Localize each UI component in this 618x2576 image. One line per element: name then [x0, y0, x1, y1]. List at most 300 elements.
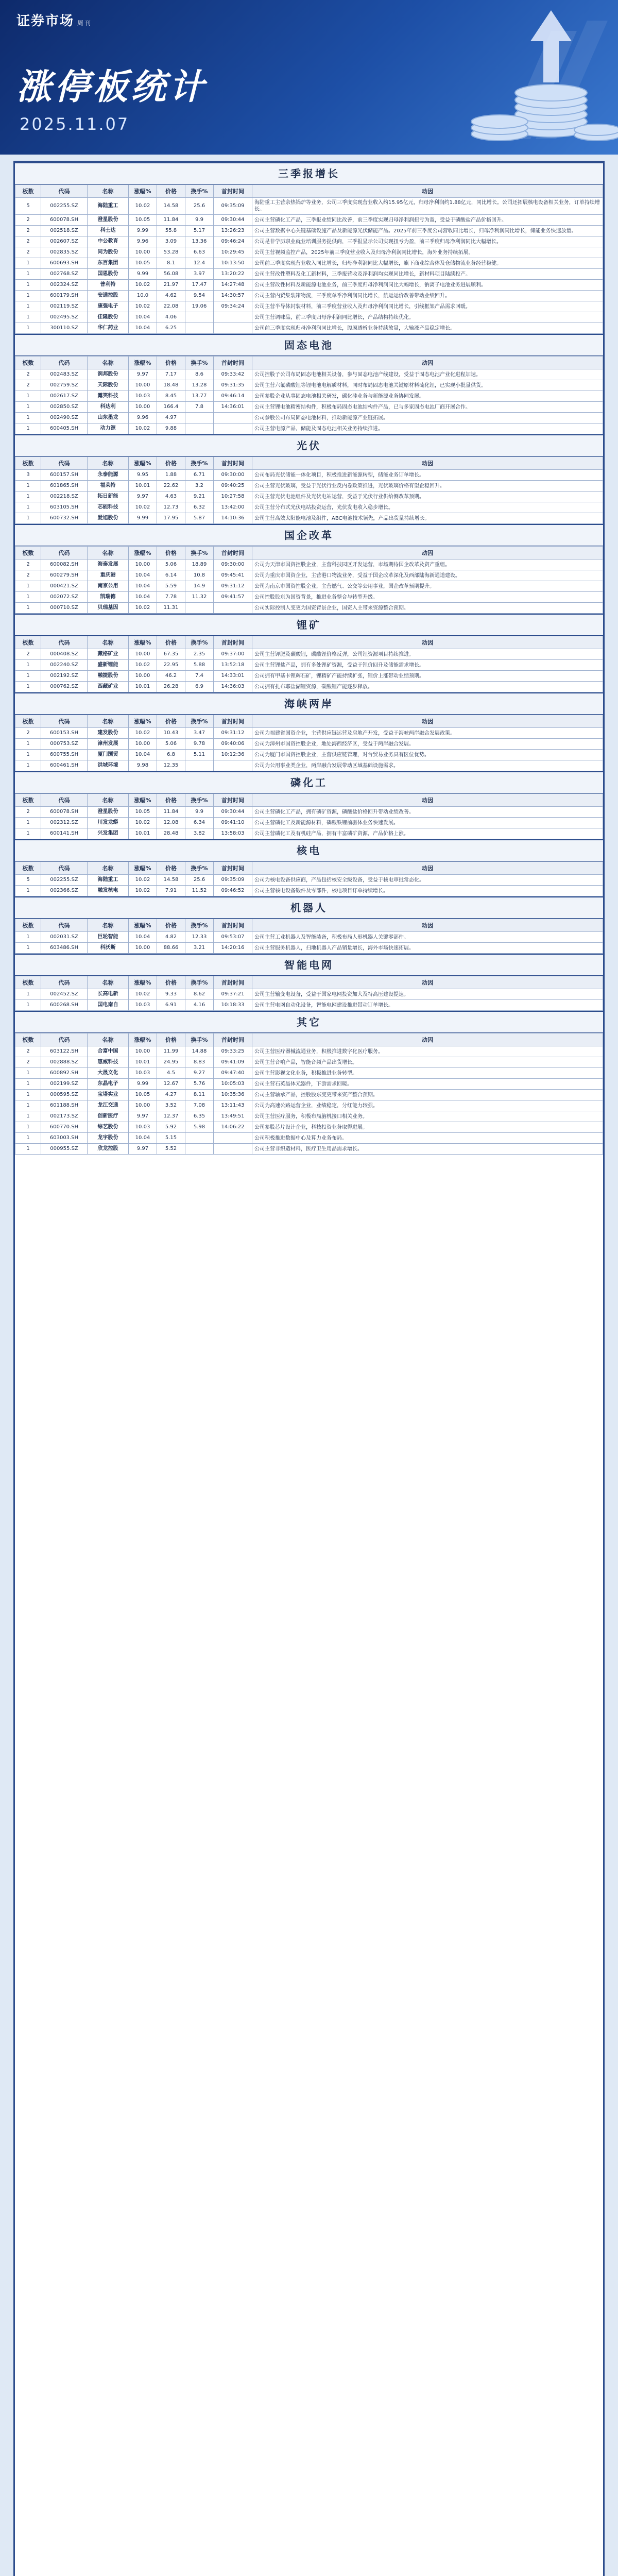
- table-row: [15, 226, 603, 236]
- stock-code-cell: 600082.SH: [41, 560, 88, 570]
- stock-code-cell: 000421.SZ: [41, 581, 88, 592]
- table-row: [15, 581, 603, 592]
- first-seal-time-cell: 10:05:03: [214, 1079, 252, 1090]
- sector-section: [15, 614, 603, 692]
- turnover-cell: 13.28: [185, 380, 214, 391]
- reason-cell: 公司为公用事业类企业，两岸融合发展带动区域基础设施需求。: [252, 760, 603, 771]
- stock-name-cell: 厦门国贸: [88, 750, 129, 760]
- table-row: [15, 886, 603, 896]
- reason-cell: 公司主营磷化工产品，三季报业绩同比改善，前三季度实现归母净利润扭亏为盈，受益于磷酸盐产品价格回升。: [252, 215, 603, 226]
- change-pct-cell: 9.97: [129, 1144, 157, 1155]
- stock-code-cell: 002218.SZ: [41, 492, 88, 502]
- price-cell: 6.8: [157, 750, 185, 760]
- turnover-cell: 19.06: [185, 301, 214, 312]
- change-pct-cell: 10.01: [129, 1057, 157, 1068]
- price-cell: 26.28: [157, 682, 185, 692]
- first-seal-time-cell: 14:30:57: [214, 291, 252, 301]
- stock-code-cell: 600892.SH: [41, 1068, 88, 1079]
- sector-table: [15, 793, 603, 839]
- stock-name-cell: 洪城环境: [88, 760, 129, 771]
- change-pct-cell: 9.99: [129, 226, 157, 236]
- reason-cell: 公司主营视频监控产品，2025年前三季度营业收入及归母净利润同比增长，海外业务持续拓展。: [252, 247, 603, 258]
- sector-table: [15, 919, 603, 954]
- table-row: [15, 570, 603, 581]
- stock-code-cell: 002031.SZ: [41, 932, 88, 943]
- column-header: 涨幅%: [129, 976, 157, 989]
- stock-code-cell: 300110.SZ: [41, 323, 88, 334]
- first-seal-time-cell: 09:33:25: [214, 1046, 252, 1057]
- board-count-cell: 1: [15, 291, 41, 301]
- column-header: 板数: [15, 457, 41, 470]
- reason-cell: 公司拥有扎布耶盐湖锂资源，碳酸锂产能逐步释放。: [252, 682, 603, 692]
- stock-name-cell: 澄星股份: [88, 807, 129, 818]
- table-row: [15, 1079, 603, 1090]
- turnover-cell: 3.82: [185, 828, 214, 839]
- table-header-row: [15, 1033, 603, 1046]
- stock-name-cell: 西藏矿业: [88, 682, 129, 692]
- reason-cell: 公司实际控制人变更为国资背景企业，国资入主带来资源整合预期。: [252, 603, 603, 614]
- stock-code-cell: 600755.SH: [41, 750, 88, 760]
- change-pct-cell: 9.97: [129, 492, 157, 502]
- reason-cell: 公司主营电网自动化设备，智能电网建设推进带动订单增长。: [252, 1000, 603, 1011]
- board-count-cell: 1: [15, 258, 41, 269]
- price-cell: 14.58: [157, 875, 185, 886]
- stock-name-cell: 合富中国: [88, 1046, 129, 1057]
- stock-name-cell: 欣龙控股: [88, 1144, 129, 1155]
- turnover-cell: 9.21: [185, 492, 214, 502]
- price-cell: 8.1: [157, 258, 185, 269]
- column-header: 换手%: [185, 547, 214, 560]
- turnover-cell: 3.2: [185, 481, 214, 492]
- sector-title: 光伏: [15, 434, 603, 456]
- reason-cell: 公司主营改性材料及新能源电池业务，前三季度归母净利润同比大幅增长，钠离子电池业务进展顺利。: [252, 280, 603, 291]
- column-header: 首封时间: [214, 1033, 252, 1046]
- sector-section: [15, 434, 603, 524]
- column-header: 名称: [88, 715, 129, 728]
- change-pct-cell: 10.00: [129, 1100, 157, 1111]
- reason-cell: 公司为天津市国资控股企业，主营科技园区开发运营，市场期待国企改革及资产重组。: [252, 560, 603, 570]
- turnover-cell: 8.83: [185, 1057, 214, 1068]
- board-count-cell: 1: [15, 750, 41, 760]
- column-header: 价格: [157, 185, 185, 198]
- stock-name-cell: 康强电子: [88, 301, 129, 312]
- column-header: 动因: [252, 919, 603, 932]
- stock-code-cell: 002324.SZ: [41, 280, 88, 291]
- table-row: [15, 1046, 603, 1057]
- reason-cell: 公司为漳州市国资控股企业，地处海西经济区，受益于两岸融合发展。: [252, 739, 603, 750]
- stock-code-cell: 000955.SZ: [41, 1144, 88, 1155]
- price-cell: 4.97: [157, 413, 185, 423]
- stock-code-cell: 002199.SZ: [41, 1079, 88, 1090]
- board-count-cell: 1: [15, 1111, 41, 1122]
- stock-name-cell: 融捷股份: [88, 671, 129, 682]
- stock-name-cell: 润邦股份: [88, 369, 129, 380]
- sector-table: [15, 861, 603, 896]
- board-count-cell: 1: [15, 671, 41, 682]
- change-pct-cell: 10.02: [129, 875, 157, 886]
- board-count-cell: 1: [15, 269, 41, 280]
- stock-name-cell: 龙宇股份: [88, 1133, 129, 1144]
- board-count-cell: 1: [15, 502, 41, 513]
- turnover-cell: 4.16: [185, 1000, 214, 1011]
- board-count-cell: 1: [15, 828, 41, 839]
- reason-cell: 公司为重庆市国资企业，主营港口物流业务，受益于国企改革深化及西部陆海新通道建设。: [252, 570, 603, 581]
- column-header: 涨幅%: [129, 862, 157, 875]
- sector-section: [15, 771, 603, 839]
- table-row: [15, 592, 603, 603]
- change-pct-cell: 10.02: [129, 423, 157, 434]
- turnover-cell: 6.34: [185, 818, 214, 828]
- reason-cell: 公司为福建省国资企业，主营供应链运营及房地产开发，受益于海峡两岸融合发展政策。: [252, 728, 603, 739]
- table-row: [15, 932, 603, 943]
- stock-name-cell: 重庆港: [88, 570, 129, 581]
- turnover-cell: [185, 760, 214, 771]
- turnover-cell: 5.98: [185, 1122, 214, 1133]
- stock-name-cell: 澄星股份: [88, 215, 129, 226]
- header-banner: [0, 0, 618, 155]
- change-pct-cell: 10.05: [129, 807, 157, 818]
- board-count-cell: 2: [15, 807, 41, 818]
- board-count-cell: 1: [15, 660, 41, 671]
- board-count-cell: 1: [15, 280, 41, 291]
- turnover-cell: 8.6: [185, 369, 214, 380]
- column-header: 首封时间: [214, 862, 252, 875]
- sector-title: 机器人: [15, 896, 603, 919]
- turnover-cell: [185, 1144, 214, 1155]
- first-seal-time-cell: 14:36:01: [214, 402, 252, 413]
- turnover-cell: 3.97: [185, 269, 214, 280]
- price-cell: 4.63: [157, 492, 185, 502]
- stock-name-cell: 露笑科技: [88, 391, 129, 402]
- stock-code-cell: 002192.SZ: [41, 671, 88, 682]
- first-seal-time-cell: 14:27:48: [214, 280, 252, 291]
- turnover-cell: 11.32: [185, 592, 214, 603]
- price-cell: 9.33: [157, 989, 185, 1000]
- reason-cell: 公司为高速公路运营企业，业绩稳定，分红能力较强。: [252, 1100, 603, 1111]
- board-count-cell: 1: [15, 603, 41, 614]
- board-count-cell: 1: [15, 1122, 41, 1133]
- reason-cell: 公司前三季度实现营业收入同比增长，归母净利润同比大幅增长，旗下商业综合体及仓储物流业务经营稳健。: [252, 258, 603, 269]
- column-header: 代码: [41, 636, 88, 649]
- change-pct-cell: 10.00: [129, 560, 157, 570]
- turnover-cell: 5.76: [185, 1079, 214, 1090]
- table-row: [15, 1133, 603, 1144]
- turnover-cell: 9.27: [185, 1068, 214, 1079]
- board-count-cell: 1: [15, 1144, 41, 1155]
- price-cell: 7.17: [157, 369, 185, 380]
- stock-name-cell: 佳隆股份: [88, 312, 129, 323]
- change-pct-cell: 10.05: [129, 258, 157, 269]
- change-pct-cell: 10.03: [129, 1068, 157, 1079]
- board-count-cell: 1: [15, 943, 41, 954]
- column-header: 换手%: [185, 794, 214, 807]
- first-seal-time-cell: 09:47:40: [214, 1068, 252, 1079]
- board-count-cell: 2: [15, 649, 41, 660]
- column-header: 价格: [157, 919, 185, 932]
- first-seal-time-cell: 14:10:36: [214, 513, 252, 524]
- price-cell: 21.97: [157, 280, 185, 291]
- table-row: [15, 989, 603, 1000]
- turnover-cell: [185, 312, 214, 323]
- first-seal-time-cell: 09:41:09: [214, 1057, 252, 1068]
- table-row: [15, 1068, 603, 1079]
- change-pct-cell: 9.96: [129, 413, 157, 423]
- stock-code-cell: 600157.SH: [41, 470, 88, 481]
- change-pct-cell: 9.97: [129, 369, 157, 380]
- change-pct-cell: 10.01: [129, 682, 157, 692]
- reason-cell: 公司参股芯片设计企业，科技投资业务取得进展。: [252, 1122, 603, 1133]
- change-pct-cell: 9.98: [129, 760, 157, 771]
- first-seal-time-cell: [214, 603, 252, 614]
- column-header: 代码: [41, 457, 88, 470]
- board-count-cell: 2: [15, 728, 41, 739]
- stock-name-cell: 融发核电: [88, 886, 129, 896]
- table-header-row: [15, 185, 603, 198]
- change-pct-cell: 10.04: [129, 570, 157, 581]
- sector-title: 核电: [15, 839, 603, 861]
- change-pct-cell: 10.02: [129, 818, 157, 828]
- board-count-cell: 1: [15, 323, 41, 334]
- page-title: 涨停板统计: [16, 67, 208, 108]
- stock-code-cell: 000595.SZ: [41, 1090, 88, 1100]
- price-cell: 12.35: [157, 760, 185, 771]
- first-seal-time-cell: 14:06:22: [214, 1122, 252, 1133]
- stock-code-cell: 002495.SZ: [41, 312, 88, 323]
- turnover-cell: 25.6: [185, 198, 214, 215]
- table-header-row: [15, 976, 603, 989]
- board-count-cell: 1: [15, 932, 41, 943]
- first-seal-time-cell: 09:31:35: [214, 380, 252, 391]
- change-pct-cell: 10.05: [129, 1090, 157, 1100]
- first-seal-time-cell: 13:52:18: [214, 660, 252, 671]
- column-header: 涨幅%: [129, 357, 157, 369]
- board-count-cell: 5: [15, 198, 41, 215]
- stock-code-cell: 600078.SH: [41, 215, 88, 226]
- table-row: [15, 247, 603, 258]
- change-pct-cell: 10.01: [129, 481, 157, 492]
- sector-section: [15, 954, 603, 1011]
- board-count-cell: 1: [15, 989, 41, 1000]
- first-seal-time-cell: 09:46:52: [214, 886, 252, 896]
- stock-code-cell: 000753.SZ: [41, 739, 88, 750]
- table-row: [15, 682, 603, 692]
- column-header: 板数: [15, 357, 41, 369]
- turnover-cell: 7.4: [185, 671, 214, 682]
- price-cell: 5.52: [157, 1144, 185, 1155]
- stock-code-cell: 002835.SZ: [41, 247, 88, 258]
- stock-code-cell: 600179.SH: [41, 291, 88, 301]
- column-header: 名称: [88, 547, 129, 560]
- change-pct-cell: 10.02: [129, 198, 157, 215]
- price-cell: 8.45: [157, 391, 185, 402]
- stock-code-cell: 600141.SH: [41, 828, 88, 839]
- turnover-cell: [185, 413, 214, 423]
- reason-cell: 公司主营改性塑料及化工新材料，三季报营收及净利润均实现同比增长，新材料项目陆续投产。: [252, 269, 603, 280]
- first-seal-time-cell: [214, 1133, 252, 1144]
- reason-cell: 公司主营磷化工产品，拥有磷矿资源，磷酸盐价格回升带动业绩改善。: [252, 807, 603, 818]
- table-row: [15, 1111, 603, 1122]
- price-cell: 55.8: [157, 226, 185, 236]
- table-header-row: [15, 457, 603, 470]
- board-count-cell: 1: [15, 818, 41, 828]
- column-header: 换手%: [185, 976, 214, 989]
- stock-name-cell: 创新医疗: [88, 1111, 129, 1122]
- column-header: 首封时间: [214, 547, 252, 560]
- price-cell: 22.08: [157, 301, 185, 312]
- table-row: [15, 301, 603, 312]
- price-cell: 3.52: [157, 1100, 185, 1111]
- change-pct-cell: 10.00: [129, 1046, 157, 1057]
- sector-section: [15, 162, 603, 334]
- stock-code-cell: 002607.SZ: [41, 236, 88, 247]
- first-seal-time-cell: 13:58:03: [214, 828, 252, 839]
- price-cell: 5.06: [157, 739, 185, 750]
- sector-section: [15, 839, 603, 896]
- reason-cell: 公司参股公司布局固态电池材料，推动新能源产业链拓展。: [252, 413, 603, 423]
- first-seal-time-cell: 09:37:21: [214, 989, 252, 1000]
- column-header: 涨幅%: [129, 457, 157, 470]
- stock-code-cell: 601865.SH: [41, 481, 88, 492]
- price-cell: 7.78: [157, 592, 185, 603]
- stock-name-cell: 国电南自: [88, 1000, 129, 1011]
- change-pct-cell: 9.99: [129, 269, 157, 280]
- column-header: 名称: [88, 636, 129, 649]
- stock-name-cell: 综艺股份: [88, 1122, 129, 1133]
- stock-name-cell: 科达利: [88, 402, 129, 413]
- sector-section: [15, 334, 603, 434]
- board-count-cell: 1: [15, 1079, 41, 1090]
- column-header: 动因: [252, 457, 603, 470]
- table-row: [15, 739, 603, 750]
- turnover-cell: [185, 1133, 214, 1144]
- stock-name-cell: 天际股份: [88, 380, 129, 391]
- change-pct-cell: 10.0: [129, 291, 157, 301]
- turnover-cell: 13.36: [185, 236, 214, 247]
- table-row: [15, 280, 603, 291]
- first-seal-time-cell: 13:42:00: [214, 502, 252, 513]
- first-seal-time-cell: 13:20:22: [214, 269, 252, 280]
- price-cell: 12.08: [157, 818, 185, 828]
- first-seal-time-cell: 10:18:33: [214, 1000, 252, 1011]
- stock-name-cell: 漳州发展: [88, 739, 129, 750]
- reason-cell: 公司主营医疗器械流通业务，积极推进数字化医疗服务。: [252, 1046, 603, 1057]
- change-pct-cell: 10.00: [129, 649, 157, 660]
- turnover-cell: [185, 423, 214, 434]
- stock-code-cell: 002617.SZ: [41, 391, 88, 402]
- first-seal-time-cell: 13:11:43: [214, 1100, 252, 1111]
- table-row: [15, 660, 603, 671]
- stock-name-cell: 福莱特: [88, 481, 129, 492]
- price-cell: 11.99: [157, 1046, 185, 1057]
- board-count-cell: 2: [15, 560, 41, 570]
- turnover-cell: 12.33: [185, 932, 214, 943]
- stock-name-cell: 长高电新: [88, 989, 129, 1000]
- first-seal-time-cell: 09:35:09: [214, 198, 252, 215]
- reason-cell: 公司主营核电设备锻件及零部件，核电项目订单持续增长。: [252, 886, 603, 896]
- board-count-cell: 2: [15, 1057, 41, 1068]
- reason-cell: 公司主营医疗服务，积极布局脑机接口相关业务。: [252, 1111, 603, 1122]
- first-seal-time-cell: 09:41:10: [214, 818, 252, 828]
- reason-cell: 海陆重工主营余热锅炉等业务，公司三季度实现营业收入约15.95亿元，归母净利润约1.88亿元，同比增长。公司还拓展核电设备相关业务，订单持续增长。: [252, 198, 603, 215]
- stock-name-cell: 科沃斯: [88, 943, 129, 954]
- table-row: [15, 943, 603, 954]
- reason-cell: 公司主营影视文化业务，积极推进业务转型。: [252, 1068, 603, 1079]
- stock-name-cell: 南京公用: [88, 581, 129, 592]
- price-cell: 88.66: [157, 943, 185, 954]
- column-header: 涨幅%: [129, 1033, 157, 1046]
- column-header: 首封时间: [214, 357, 252, 369]
- change-pct-cell: 10.00: [129, 943, 157, 954]
- price-cell: 53.28: [157, 247, 185, 258]
- column-header: 换手%: [185, 185, 214, 198]
- column-header: 动因: [252, 794, 603, 807]
- first-seal-time-cell: 09:40:06: [214, 739, 252, 750]
- column-header: 名称: [88, 862, 129, 875]
- price-cell: 28.48: [157, 828, 185, 839]
- column-header: 板数: [15, 636, 41, 649]
- change-pct-cell: 10.03: [129, 1122, 157, 1133]
- stock-name-cell: 巨轮智能: [88, 932, 129, 943]
- reason-cell: 公司积极推进数据中心及算力业务布局。: [252, 1133, 603, 1144]
- table-row: [15, 391, 603, 402]
- column-header: 动因: [252, 547, 603, 560]
- change-pct-cell: 10.02: [129, 502, 157, 513]
- stock-name-cell: 藏格矿业: [88, 649, 129, 660]
- first-seal-time-cell: [214, 323, 252, 334]
- board-count-cell: 1: [15, 402, 41, 413]
- stock-name-cell: 拓日新能: [88, 492, 129, 502]
- turnover-cell: 18.89: [185, 560, 214, 570]
- sector-table: [15, 636, 603, 692]
- table-row: [15, 513, 603, 524]
- sector-table: [15, 1033, 603, 1155]
- first-seal-time-cell: 09:31:12: [214, 728, 252, 739]
- stock-code-cell: 600461.SH: [41, 760, 88, 771]
- turnover-cell: 11.52: [185, 886, 214, 896]
- first-seal-time-cell: 10:27:58: [214, 492, 252, 502]
- column-header: 板数: [15, 185, 41, 198]
- turnover-cell: 2.35: [185, 649, 214, 660]
- stock-name-cell: 海陆重工: [88, 875, 129, 886]
- stock-name-cell: 海陆重工: [88, 198, 129, 215]
- stock-name-cell: 川发龙蟒: [88, 818, 129, 828]
- sector-section: [15, 524, 603, 614]
- table-row: [15, 323, 603, 334]
- sector-title: 锂矿: [15, 614, 603, 636]
- column-header: 代码: [41, 357, 88, 369]
- sector-table: [15, 715, 603, 771]
- sector-title: 国企改革: [15, 524, 603, 546]
- stock-name-cell: 国恩股份: [88, 269, 129, 280]
- reason-cell: 公司为南京市国资控股企业，主营燃气、公交等公用事业，国企改革预期提升。: [252, 581, 603, 592]
- column-header: 代码: [41, 715, 88, 728]
- turnover-cell: 6.35: [185, 1111, 214, 1122]
- sector-table: [15, 456, 603, 524]
- stock-code-cell: 603122.SH: [41, 1046, 88, 1057]
- board-count-cell: 1: [15, 886, 41, 896]
- turnover-cell: 13.77: [185, 391, 214, 402]
- reason-cell: 公司控股子公司布局固态电池相关设备，参与固态电池产线建设，受益于固态电池产业化进程加速。: [252, 369, 603, 380]
- column-header: 代码: [41, 547, 88, 560]
- table-row: [15, 603, 603, 614]
- price-cell: 12.73: [157, 502, 185, 513]
- first-seal-time-cell: 13:26:23: [214, 226, 252, 236]
- turnover-cell: 6.9: [185, 682, 214, 692]
- reason-cell: 公司主营内贸集装箱物流，三季度单季净利润同比增长，航运运价改善带动业绩回升。: [252, 291, 603, 301]
- board-count-cell: 3: [15, 470, 41, 481]
- reason-cell: 公司主营石英晶体元器件，下游需求回暖。: [252, 1079, 603, 1090]
- change-pct-cell: 10.04: [129, 592, 157, 603]
